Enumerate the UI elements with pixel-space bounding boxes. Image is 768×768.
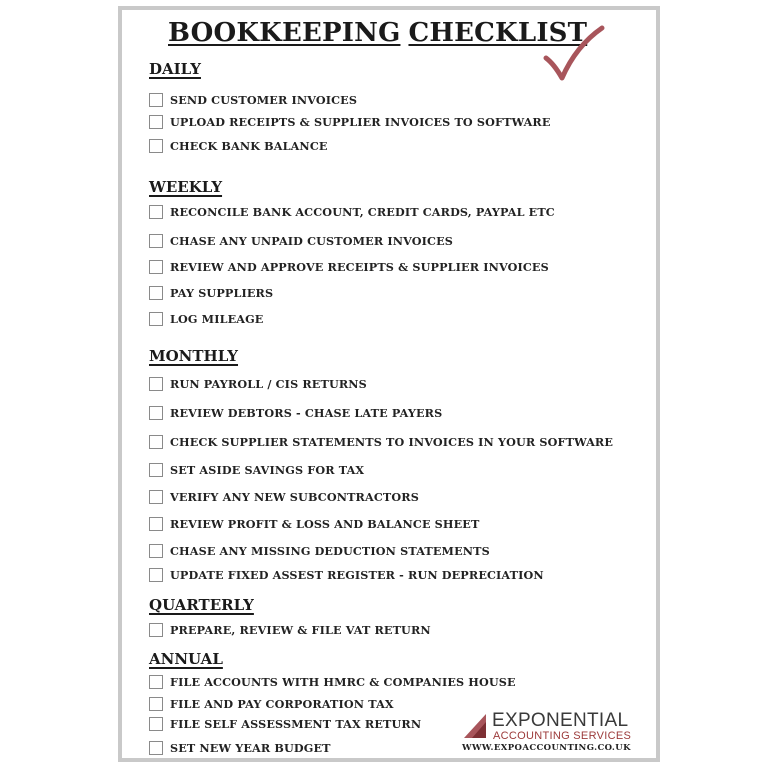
checklist-item-label: SEND CUSTOMER INVOICES [170,93,358,107]
checklist-item[interactable] [149,716,421,732]
checklist-item-label: FILE AND PAY CORPORATION TAX [170,697,394,711]
check-mark-icon [542,24,606,82]
checklist-item-label: RUN PAYROLL / CIS RETURNS [170,377,367,391]
checklist-item[interactable] [149,434,613,450]
checklist-item-label: FILE ACCOUNTS WITH HMRC & COMPANIES HOUSE [170,675,516,689]
checklist-item-label: UPDATE FIXED ASSEST REGISTER - RUN DEPRECIATION [170,568,544,582]
checklist-item-label: FILE SELF ASSESSMENT TAX RETURN [170,717,422,731]
checklist-item[interactable] [149,543,490,559]
logo-name: EXPONENTIAL [492,710,629,731]
checklist-item-label: REVIEW AND APPROVE RECEIPTS & SUPPLIER INVOICES [170,260,549,274]
checklist-item-label: LOG MILEAGE [170,312,264,326]
checkbox[interactable] [149,115,163,129]
checkbox[interactable] [149,205,163,219]
checklist-item-label: CHECK SUPPLIER STATEMENTS TO INVOICES IN YOUR SOFTWARE [170,435,614,449]
checklist-item[interactable] [149,259,549,275]
checklist-item-label: CHASE ANY MISSING DEDUCTION STATEMENTS [170,544,490,558]
checklist-item[interactable] [149,138,328,154]
checklist-item-label: PAY SUPPLIERS [170,286,274,300]
title-word-2: CHECKLIST [408,18,588,48]
checkbox[interactable] [149,463,163,477]
checkbox[interactable] [149,697,163,711]
checkbox[interactable] [149,377,163,391]
checkbox[interactable] [149,234,163,248]
checklist-item-label: CHASE ANY UNPAID CUSTOMER INVOICES [170,234,453,248]
company-logo [462,712,632,742]
page-title [168,18,587,48]
title-word-1: BOOKKEEPING [168,18,401,48]
checkbox[interactable] [149,675,163,689]
checklist-item-label: SET NEW YEAR BUDGET [170,741,331,755]
section-heading-annual: ANNUAL [149,650,223,668]
checklist-item-label: UPLOAD RECEIPTS & SUPPLIER INVOICES TO SOFTWARE [170,115,551,129]
checklist-item[interactable] [149,462,364,478]
checklist-item-label: REVIEW PROFIT & LOSS AND BALANCE SHEET [170,517,480,531]
checklist-item[interactable] [149,567,544,583]
checklist-item-label: REVIEW DEBTORS - CHASE LATE PAYERS [170,406,443,420]
checklist-item[interactable] [149,622,431,638]
checkbox[interactable] [149,435,163,449]
checkbox[interactable] [149,741,163,755]
checklist-item-label: PREPARE, REVIEW & FILE VAT RETURN [170,623,431,637]
checklist-item[interactable] [149,233,453,249]
checkbox[interactable] [149,312,163,326]
checkbox[interactable] [149,623,163,637]
checklist-item-label: SET ASIDE SAVINGS FOR TAX [170,463,365,477]
checklist-item-label: RECONCILE BANK ACCOUNT, CREDIT CARDS, PAYPAL ETC [170,205,555,219]
website-link[interactable]: WWW.EXPOACCOUNTING.CO.UK [462,743,631,753]
checklist-item[interactable] [149,285,273,301]
checkbox[interactable] [149,517,163,531]
checklist-item[interactable] [149,489,419,505]
checkbox[interactable] [149,139,163,153]
logo-subtitle: ACCOUNTING SERVICES [493,730,632,742]
checklist-item[interactable] [149,376,367,392]
section-heading-weekly: WEEKLY [149,178,223,196]
checklist-item[interactable] [149,740,331,756]
checklist-item[interactable] [149,92,357,108]
checkbox[interactable] [149,260,163,274]
rising-chart-icon [462,712,488,738]
checklist-item[interactable] [149,204,555,220]
section-heading-daily: DAILY [149,60,201,78]
checklist-item[interactable] [149,311,263,327]
checkbox[interactable] [149,93,163,107]
checklist-item-label: CHECK BANK BALANCE [170,139,328,153]
checklist-item[interactable] [149,696,394,712]
checkbox[interactable] [149,286,163,300]
checkbox[interactable] [149,568,163,582]
checkbox[interactable] [149,406,163,420]
checklist-item-label: VERIFY ANY NEW SUBCONTRACTORS [170,490,419,504]
checkbox[interactable] [149,717,163,731]
checklist-item[interactable] [149,114,551,130]
section-heading-monthly: MONTHLY [149,347,239,365]
checkbox[interactable] [149,544,163,558]
checklist-item[interactable] [149,405,442,421]
checkbox[interactable] [149,490,163,504]
checklist-item[interactable] [149,674,516,690]
checklist-item[interactable] [149,516,479,532]
section-heading-quarterly: QUARTERLY [149,596,254,614]
